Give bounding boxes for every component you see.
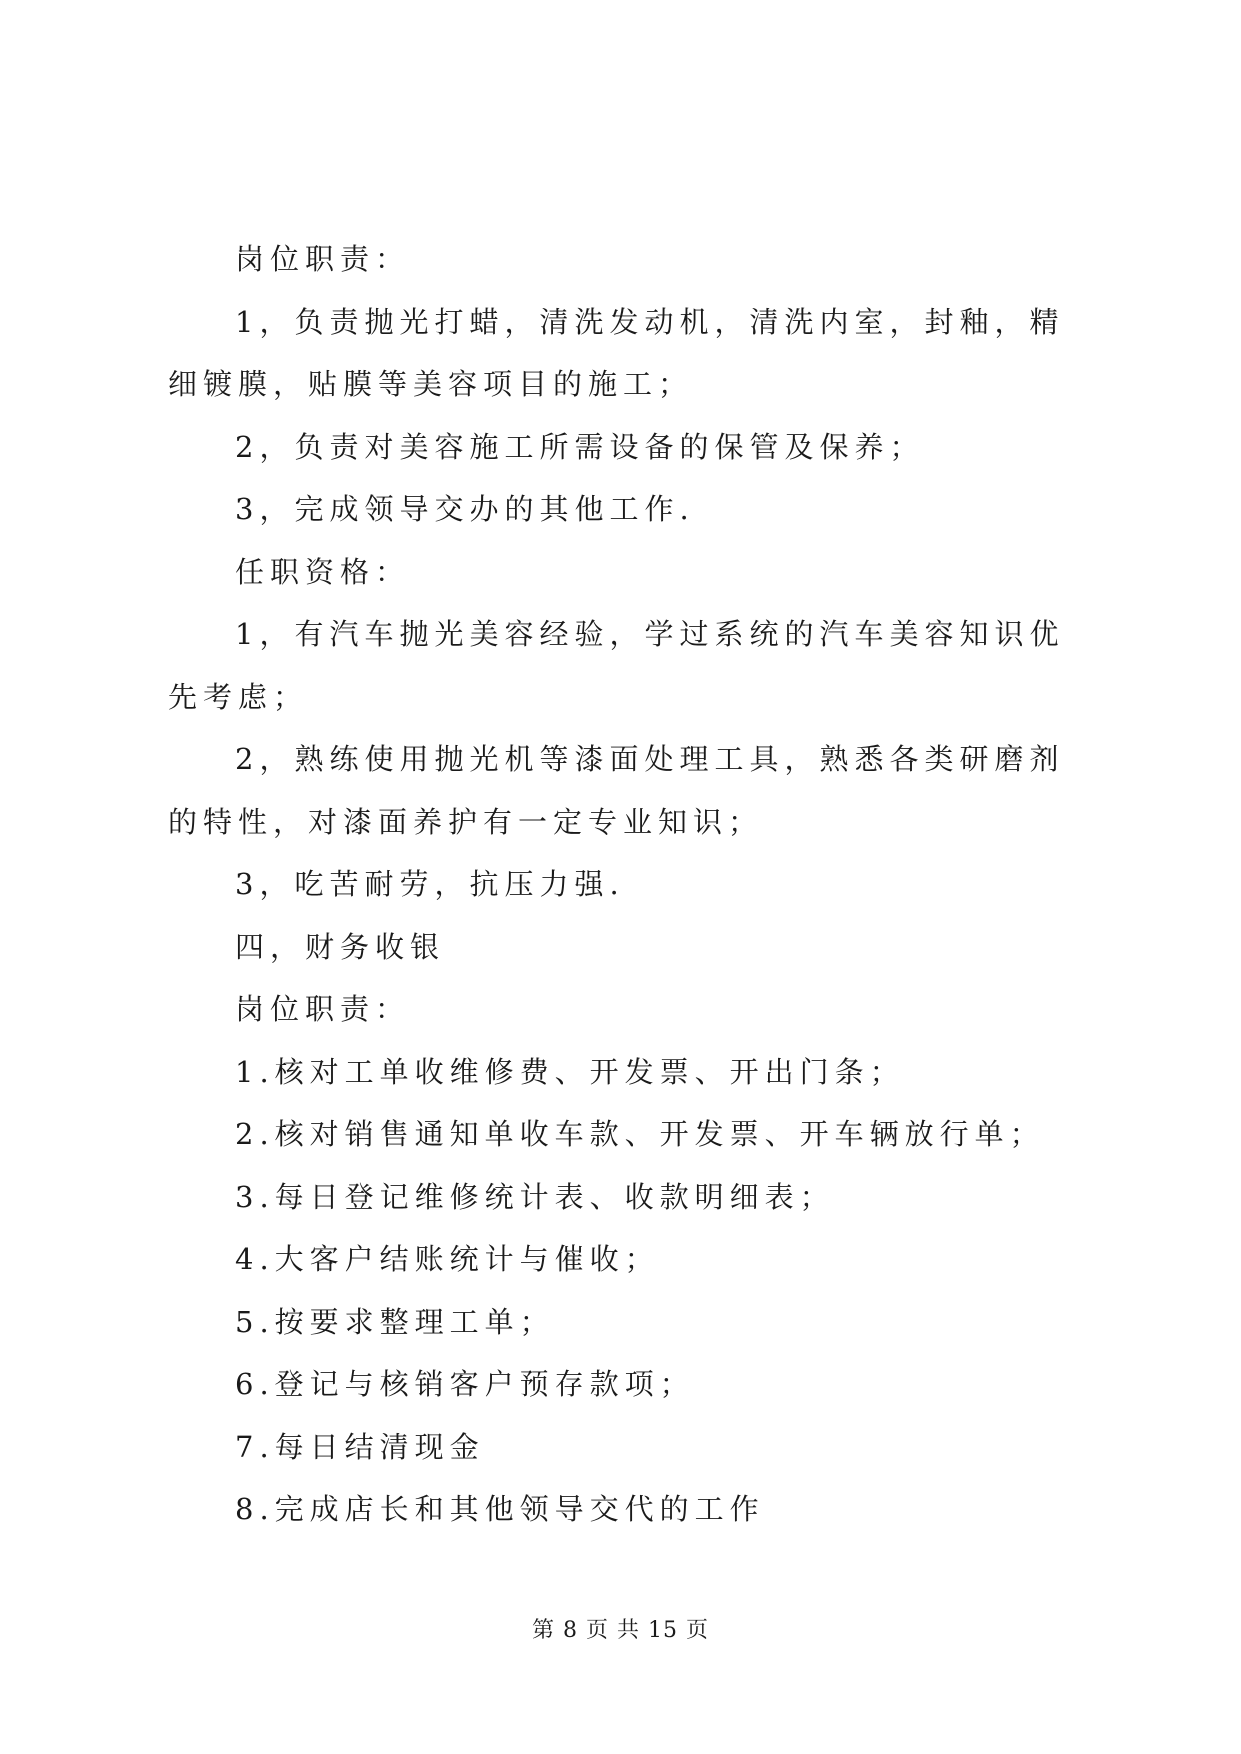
list-item: 3，吃苦耐劳，抗压力强.	[235, 867, 625, 901]
section-heading-qualifications: 任职资格：	[235, 554, 411, 589]
list-item: 2.核对销售通知单收车款、开发票、开车辆放行单；	[235, 1117, 1045, 1151]
list-item: 2，负责对美容施工所需设备的保管及保养；	[235, 429, 925, 464]
list-item: 1，负责抛光打蜡，清洗发动机，清洗内室，封釉，精细镀膜，贴膜等美容项目的施工；	[168, 304, 1065, 401]
section-heading-duties: 岗位职责：	[235, 242, 411, 276]
list-item: 7.每日结清现金	[235, 1429, 485, 1464]
list-item: 2，熟练使用抛光机等漆面处理工具，熟悉各类研磨剂的特性，对漆面养护有一定专业知识；	[168, 742, 1065, 839]
list-item: 6.登记与核销客户预存款项；	[235, 1367, 695, 1401]
list-item: 8.完成店长和其他领导交代的工作	[235, 1492, 765, 1526]
list-item: 1.核对工单收维修费、开发票、开出门条；	[235, 1054, 905, 1089]
list-item: 3.每日登记维修统计表、收款明细表；	[235, 1179, 835, 1214]
list-item: 5.按要求整理工单；	[235, 1304, 555, 1339]
section-heading-duties: 岗位职责：	[235, 992, 411, 1026]
list-item: 4.大客户结账统计与催收；	[235, 1242, 660, 1276]
section-title-cashier: 四，财务收银	[235, 929, 446, 964]
document-body	[168, 228, 1088, 1541]
list-item: 3，完成领导交办的其他工作.	[235, 492, 695, 526]
page-number-footer: 第 8 页 共 15 页	[532, 1618, 709, 1643]
list-item: 1，有汽车抛光美容经验，学过系统的汽车美容知识优先考虑；	[168, 617, 1065, 714]
